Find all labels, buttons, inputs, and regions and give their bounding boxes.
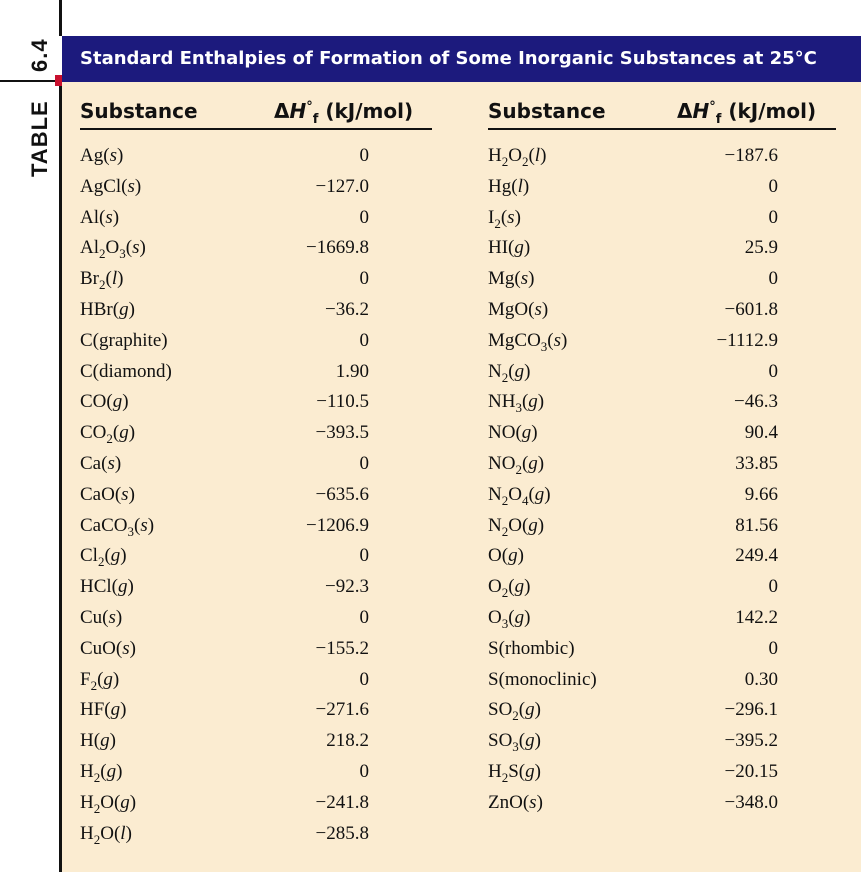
substance-cell: C(graphite)	[80, 329, 168, 351]
enthalpy-value-cell: −296.1	[724, 699, 778, 721]
enthalpy-value-cell: 0	[359, 145, 369, 166]
table-row	[62, 634, 861, 665]
enthalpy-value-cell: 249.4	[735, 545, 778, 567]
substance-cell: C(diamond)	[80, 360, 172, 382]
enthalpy-value-cell: −1206.9	[306, 514, 369, 536]
enthalpy-value-cell: −1669.8	[306, 237, 369, 259]
enthalpy-value-cell: −92.3	[325, 576, 369, 598]
enthalpy-value-cell: 0	[359, 606, 369, 628]
enthalpy-table	[62, 82, 861, 872]
enthalpy-value-cell: 142.2	[735, 606, 778, 628]
substance-cell: $Cl_2(g)$	[80, 545, 127, 570]
table-row	[62, 357, 861, 388]
enthalpy-value-cell: 0	[359, 452, 369, 474]
substance-cell: $H_2O_2(l)$	[488, 145, 547, 169]
enthalpy-value-cell: 0	[768, 576, 778, 598]
substance-cell: $H_2O(l)$	[80, 822, 132, 847]
enthalpy-value-cell: −241.8	[315, 791, 369, 813]
table-row	[62, 295, 861, 326]
enthalpy-value-cell: 9.66	[744, 483, 778, 505]
vertical-rule-top	[59, 0, 62, 36]
enthalpy-value-cell: −155.2	[315, 637, 369, 659]
substance-cell: HF(g)	[80, 699, 127, 721]
substance-cell: S(rhombic)	[488, 637, 575, 659]
header-delta-h-right: $\Delta H^\circ_f$ (kJ/mol)	[677, 99, 817, 127]
table-row	[62, 541, 861, 572]
enthalpy-value-cell: −285.8	[315, 822, 369, 844]
substance-cell: $H_2O(g)$	[80, 791, 137, 816]
enthalpy-value-cell: 0.30	[744, 668, 778, 690]
enthalpy-value-cell: −36.2	[325, 298, 369, 320]
substance-cell: $SO_2(g)$	[488, 699, 541, 724]
table-row	[62, 695, 861, 726]
enthalpy-value-cell: 0	[359, 206, 369, 228]
table-row	[62, 480, 861, 511]
enthalpy-value-cell: 0	[768, 637, 778, 659]
substance-cell: $I_2(s)$	[488, 206, 521, 231]
substance-cell: $H_2(g)$	[80, 760, 123, 785]
table-title: Standard Enthalpies of Formation of Some Inorganic Substances at 25°C	[62, 36, 861, 82]
table-body	[62, 141, 861, 849]
substance-cell: $F_2(g)$	[80, 668, 120, 693]
substance-cell: MgCO$_3$(s)	[488, 329, 568, 354]
substance-cell: $Al_2O_3(s)$	[80, 237, 146, 262]
header-rule-left	[80, 128, 432, 130]
substance-cell: HCl(g)	[80, 576, 134, 598]
substance-cell: H(g)	[80, 730, 116, 752]
enthalpy-value-cell: 0	[768, 268, 778, 290]
substance-cell: $N_2(g)$	[488, 360, 531, 385]
table-row	[62, 387, 861, 418]
table-row	[62, 449, 861, 480]
substance-cell: CO(g)	[80, 391, 129, 413]
substance-cell: ZnO(s)	[488, 791, 543, 813]
enthalpy-value-cell: −635.6	[315, 483, 369, 505]
enthalpy-value-cell: 0	[768, 360, 778, 382]
enthalpy-value-cell: −110.5	[316, 391, 369, 413]
substance-cell: $NH_3(g)$	[488, 391, 545, 416]
substance-cell: $NO_2(g)$	[488, 452, 545, 477]
substance-cell: $N_2O_4(g)$	[488, 483, 551, 508]
table-row	[62, 572, 861, 603]
table-row	[62, 326, 861, 357]
substance-cell: $Br_2(l)$	[80, 268, 124, 292]
substance-cell: CuO(s)	[80, 637, 136, 659]
enthalpy-value-cell: 1.90	[335, 360, 369, 382]
enthalpy-value-cell: 25.9	[744, 237, 778, 259]
enthalpy-value-cell: −127.0	[315, 175, 369, 197]
substance-cell: Ca(s)	[80, 452, 122, 474]
table-row	[62, 819, 861, 850]
substance-cell: S(monoclinic)	[488, 668, 597, 690]
enthalpy-value-cell: 0	[768, 175, 778, 197]
table-row	[62, 511, 861, 542]
table-row	[62, 203, 861, 234]
substance-cell: $CO_2(g)$	[80, 422, 136, 446]
enthalpy-value-cell: 0	[359, 268, 369, 290]
enthalpy-value-cell: −348.0	[724, 791, 778, 813]
substance-cell: CaCO$_3$(s)	[80, 514, 155, 539]
enthalpy-value-cell: 81.56	[735, 514, 778, 536]
substance-cell: Mg(s)	[488, 268, 535, 290]
substance-cell: $SO_3(g)$	[488, 730, 541, 754]
substance-cell: Cu(s)	[80, 606, 123, 628]
substance-cell: AgCl(s)	[80, 175, 142, 197]
enthalpy-value-cell: −271.6	[315, 699, 369, 721]
table-row	[62, 264, 861, 295]
table-row	[62, 665, 861, 696]
enthalpy-value-cell: −187.6	[724, 145, 778, 166]
substance-cell: Hg(l)	[488, 175, 530, 197]
substance-cell: MgO(s)	[488, 298, 549, 320]
table-number: 6.4	[27, 38, 52, 72]
enthalpy-value-cell: 218.2	[326, 730, 369, 752]
substance-cell: $O_3(g)$	[488, 606, 531, 631]
table-row	[62, 603, 861, 634]
table-row	[62, 172, 861, 203]
substance-cell: O(g)	[488, 545, 524, 567]
substance-cell: HI(g)	[488, 237, 531, 259]
substance-cell: $H_2S(g)$	[488, 760, 541, 785]
table-row	[62, 757, 861, 788]
table-row	[62, 726, 861, 757]
table-row	[62, 233, 861, 264]
substance-cell: NO(g)	[488, 422, 538, 444]
enthalpy-value-cell: −601.8	[724, 298, 778, 320]
enthalpy-value-cell: 0	[768, 206, 778, 228]
enthalpy-value-cell: −393.5	[315, 422, 369, 444]
enthalpy-value-cell: 33.85	[735, 452, 778, 474]
enthalpy-value-cell: 0	[359, 760, 369, 782]
header-substance-left: Substance	[80, 99, 198, 123]
substance-cell: HBr(g)	[80, 298, 135, 320]
substance-cell: Ag(s)	[80, 145, 124, 166]
enthalpy-value-cell: −46.3	[734, 391, 778, 413]
table-row	[62, 141, 861, 172]
table-row	[62, 418, 861, 449]
substance-cell: CaO(s)	[80, 483, 135, 505]
header-delta-h-left: $\Delta H^\circ_f$ (kJ/mol)	[274, 99, 414, 127]
enthalpy-value-cell: −1112.9	[716, 329, 778, 351]
table-word: TABLE	[27, 100, 52, 178]
table-side-label	[28, 34, 52, 188]
substance-cell: $N_2O(g)$	[488, 514, 545, 539]
substance-cell: $O_2(g)$	[488, 576, 531, 600]
enthalpy-value-cell: 0	[359, 329, 369, 351]
enthalpy-value-cell: 0	[359, 545, 369, 567]
enthalpy-value-cell: 0	[359, 668, 369, 690]
enthalpy-value-cell: −20.15	[724, 760, 778, 782]
header-substance-right: Substance	[488, 99, 606, 123]
table-row	[62, 788, 861, 819]
substance-cell: Al(s)	[80, 206, 120, 228]
enthalpy-value-cell: −395.2	[724, 730, 778, 752]
header-rule-right	[488, 128, 836, 130]
enthalpy-value-cell: 90.4	[744, 422, 778, 444]
